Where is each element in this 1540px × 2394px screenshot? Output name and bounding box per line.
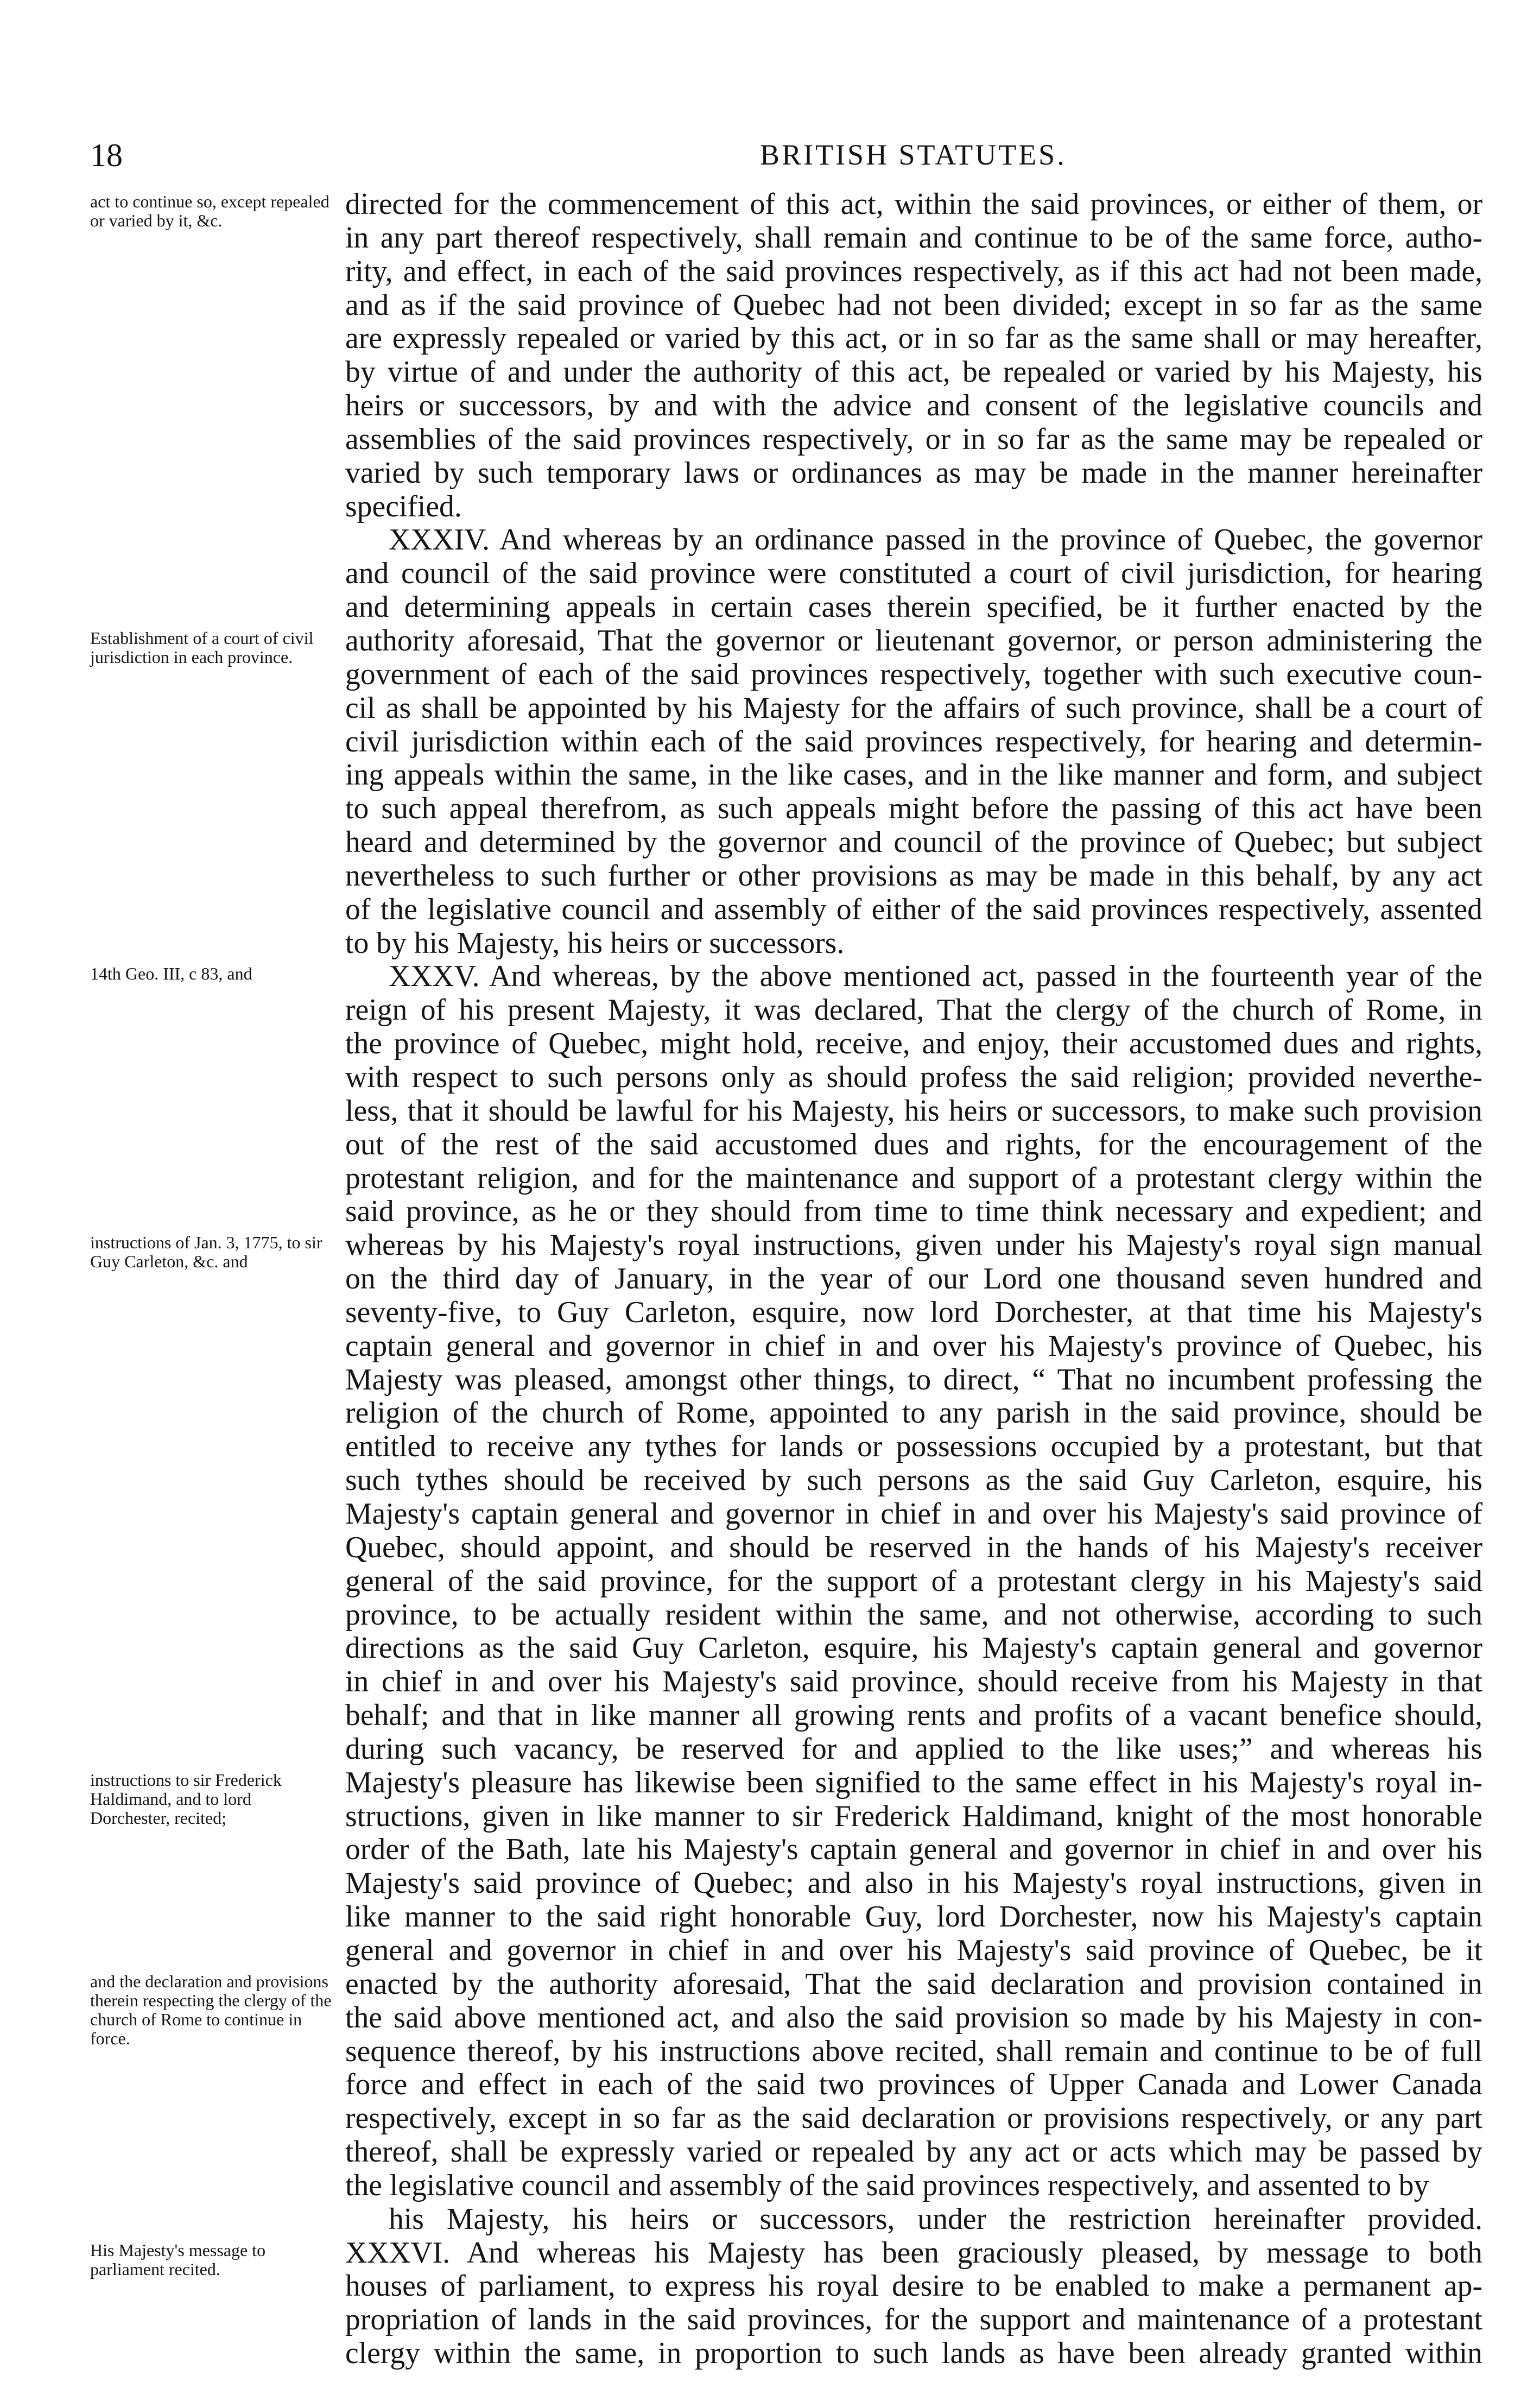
- body-line: propriation of lands in the said provinces, for the support and maintenance of a protestant: [345, 2303, 1482, 2337]
- body-line: nevertheless to such further or other provisions as may be made in this behalf, by any act: [345, 858, 1482, 893]
- body-line: order of the Bath, late his Majesty's captain general and governor in chief in and over his: [345, 1833, 1482, 1867]
- body-line: and as if the said province of Quebec had not been divided; except in so far as the same: [345, 288, 1482, 322]
- body-line: Quebec, should appoint, and should be reserved in the hands of his Majesty's receiver: [345, 1530, 1482, 1564]
- body-line: Majesty's captain general and governor in chief in and over his Majesty's said province of: [345, 1497, 1482, 1531]
- body-line: force and effect in each of the said two provinces of Upper Canada and Lower Canada: [345, 2068, 1482, 2102]
- body-line: with respect to such persons only as should profess the said religion; provided neverthe-: [345, 1060, 1482, 1094]
- body-line: ing appeals within the same, in the like cases, and in the like manner and form, and subject: [345, 758, 1482, 792]
- body-line: to by his Majesty, his heirs or successors.: [345, 926, 845, 960]
- body-line: on the third day of January, in the year of our Lord one thousand seven hundred and: [345, 1262, 1482, 1296]
- body-line: general and governor in chief in and over his Majesty's said province of Quebec, be it: [345, 1934, 1482, 1967]
- margin-note: and the declaration and provisions therein respecting the clergy of the church of Rome to continue in force.: [90, 1971, 332, 2048]
- section-heading-line: XXXIV. And whereas by an ordinance passed in the province of Quebec, the governor: [389, 523, 1482, 557]
- body-line: civil jurisdiction within each of the said provinces respectively, for hearing and determin-: [345, 724, 1482, 759]
- body-line: like manner to the said right honorable Guy, lord Dorchester, now his Majesty's captain: [345, 1900, 1482, 1934]
- margin-note: act to continue so, except repealed or varied by it, &c.: [90, 192, 329, 230]
- body-line: religion of the church of Rome, appointed to any parish in the said province, should be: [345, 1396, 1482, 1430]
- body-line: and council of the said province were constituted a court of civil jurisdiction, for hearing: [345, 557, 1482, 591]
- body-line: of the legislative council and assembly of either of the said provinces respectively, assented: [345, 892, 1482, 926]
- margin-note: instructions of Jan. 3, 1775, to sir Guy Carleton, &c. and: [90, 1233, 322, 1272]
- body-line: Majesty's said province of Quebec; and also in his Majesty's royal instructions, given in: [345, 1866, 1482, 1900]
- body-line: captain general and governor in chief in and over his Majesty's province of Quebec, his: [345, 1329, 1482, 1363]
- body-line: behalf; and that in like manner all growing rents and profits of a vacant benefice should,: [345, 1698, 1482, 1733]
- body-line: province, to be actually resident within the same, and not otherwise, according to such: [345, 1597, 1482, 1632]
- body-line: structions, given in like manner to sir Frederick Haldimand, knight of the most honorable: [345, 1799, 1482, 1833]
- margin-note: Establishment of a court of civil jurisdiction in each province.: [90, 628, 314, 667]
- body-line: the province of Quebec, might hold, receive, and enjoy, their accustomed dues and rights,: [345, 1027, 1482, 1061]
- body-line: reign of his present Majesty, it was declared, That the clergy of the church of Rome, in: [345, 993, 1482, 1027]
- body-line: are expressly repealed or varied by this act, or in so far as the same shall or may hereafter,: [345, 321, 1482, 356]
- body-line: rity, and effect, in each of the said provinces respectively, as if this act had not been made,: [345, 254, 1482, 288]
- body-line: the said above mentioned act, and also the said provision so made by his Majesty in con-: [345, 2000, 1482, 2035]
- body-line: by virtue of and under the authority of this act, be repealed or varied by his Majesty, his: [345, 355, 1482, 389]
- body-line: cil as shall be appointed by his Majesty for the affairs of such province, shall be a court of: [345, 691, 1482, 725]
- body-line: in chief in and over his Majesty's said province, should receive from his Majesty in that: [345, 1665, 1482, 1699]
- section-heading-line: XXXV. And whereas, by the above mentioned act, passed in the fourteenth year of the: [389, 959, 1482, 994]
- body-line: the legislative council and assembly of the said provinces respectively, and assented to by: [345, 2168, 1429, 2202]
- body-line: heirs or successors, by and with the advice and consent of the legislative councils and: [345, 389, 1482, 423]
- body-line: government of each of the said provinces respectively, together with such executive coun-: [345, 657, 1482, 691]
- body-line: said province, as he or they should from time to time think necessary and expedient; and: [345, 1195, 1482, 1229]
- margin-note: instructions to sir Frederick Haldimand, and to lord Dorchester, recited;: [90, 1770, 282, 1828]
- body-line: sequence thereof, by his instructions above recited, shall remain and continue to be of full: [345, 2034, 1482, 2068]
- body-line: varied by such temporary laws or ordinances as may be made in the manner hereinafter: [345, 456, 1482, 490]
- body-line: seventy-five, to Guy Carleton, esquire, now lord Dorchester, at that time his Majesty's: [345, 1295, 1482, 1329]
- body-line: heard and determined by the governor and council of the province of Quebec; but subject: [345, 825, 1482, 860]
- margin-note: His Majesty's message to parliament recited.: [90, 2240, 266, 2279]
- body-line: Majesty's pleasure has likewise been signified to the same effect in his Majesty's royal in-: [345, 1765, 1482, 1799]
- body-line: directed for the commencement of this act, within the said provinces, or either of them, or: [345, 187, 1482, 221]
- body-line: clergy within the same, in proportion to such lands as have been already granted within: [345, 2336, 1482, 2371]
- body-line: protestant religion, and for the maintenance and support of a protestant clergy within the: [345, 1161, 1482, 1195]
- body-line: XXXVI. And whereas his Majesty has been graciously pleased, by message to both: [345, 2235, 1482, 2270]
- body-line: out of the rest of the said accustomed dues and rights, for the encouragement of the: [345, 1127, 1482, 1161]
- body-line: to such appeal therefrom, as such appeals might before the passing of this act have been: [345, 792, 1482, 826]
- body-line: general of the said province, for the support of a protestant clergy in his Majesty's said: [345, 1564, 1482, 1598]
- margin-note: 14th Geo. III, c 83, and: [90, 964, 252, 984]
- body-line: less, that it should be lawful for his Majesty, his heirs or successors, to make such provision: [345, 1094, 1482, 1128]
- body-line: specified.: [345, 489, 462, 523]
- body-line: entitled to receive any tythes for lands or possessions occupied by a protestant, but that: [345, 1430, 1482, 1464]
- section-heading-line: his Majesty, his heirs or successors, under the restriction hereinafter provided.: [389, 2202, 1482, 2236]
- body-line: in any part thereof respectively, shall remain and continue to be of the same force, autho-: [345, 220, 1482, 255]
- body-line: authority aforesaid, That the governor or lieutenant governor, or person administering the: [345, 624, 1482, 658]
- body-line: during such vacancy, be reserved for and applied to the like uses;” and whereas his: [345, 1732, 1482, 1766]
- body-line: respectively, except in so far as the said declaration or provisions respectively, or any part: [345, 2101, 1482, 2136]
- body-line: enacted by the authority aforesaid, That the said declaration and provision contained in: [345, 1967, 1482, 2001]
- running-title: BRITISH STATUTES.: [760, 138, 1067, 171]
- body-line: houses of parliament, to express his royal desire to be enabled to make a permanent ap-: [345, 2269, 1482, 2303]
- page-number: 18: [90, 137, 123, 173]
- body-line: assemblies of the said provinces respectively, or in so far as the same may be repealed or: [345, 422, 1482, 456]
- body-line: Majesty was pleased, amongst other things, to direct, “ That no incumbent professing the: [345, 1362, 1482, 1397]
- body-line: and determining appeals in certain cases therein specified, be it further enacted by the: [345, 590, 1482, 624]
- body-line: directions as the said Guy Carleton, esquire, his Majesty's captain general and governor: [345, 1631, 1482, 1665]
- body-line: such tythes should be received by such persons as the said Guy Carleton, esquire, his: [345, 1463, 1482, 1498]
- body-line: whereas by his Majesty's royal instructions, given under his Majesty's royal sign manual: [345, 1228, 1482, 1262]
- body-line: thereof, shall be expressly varied or repealed by any act or acts which may be passed by: [345, 2135, 1482, 2169]
